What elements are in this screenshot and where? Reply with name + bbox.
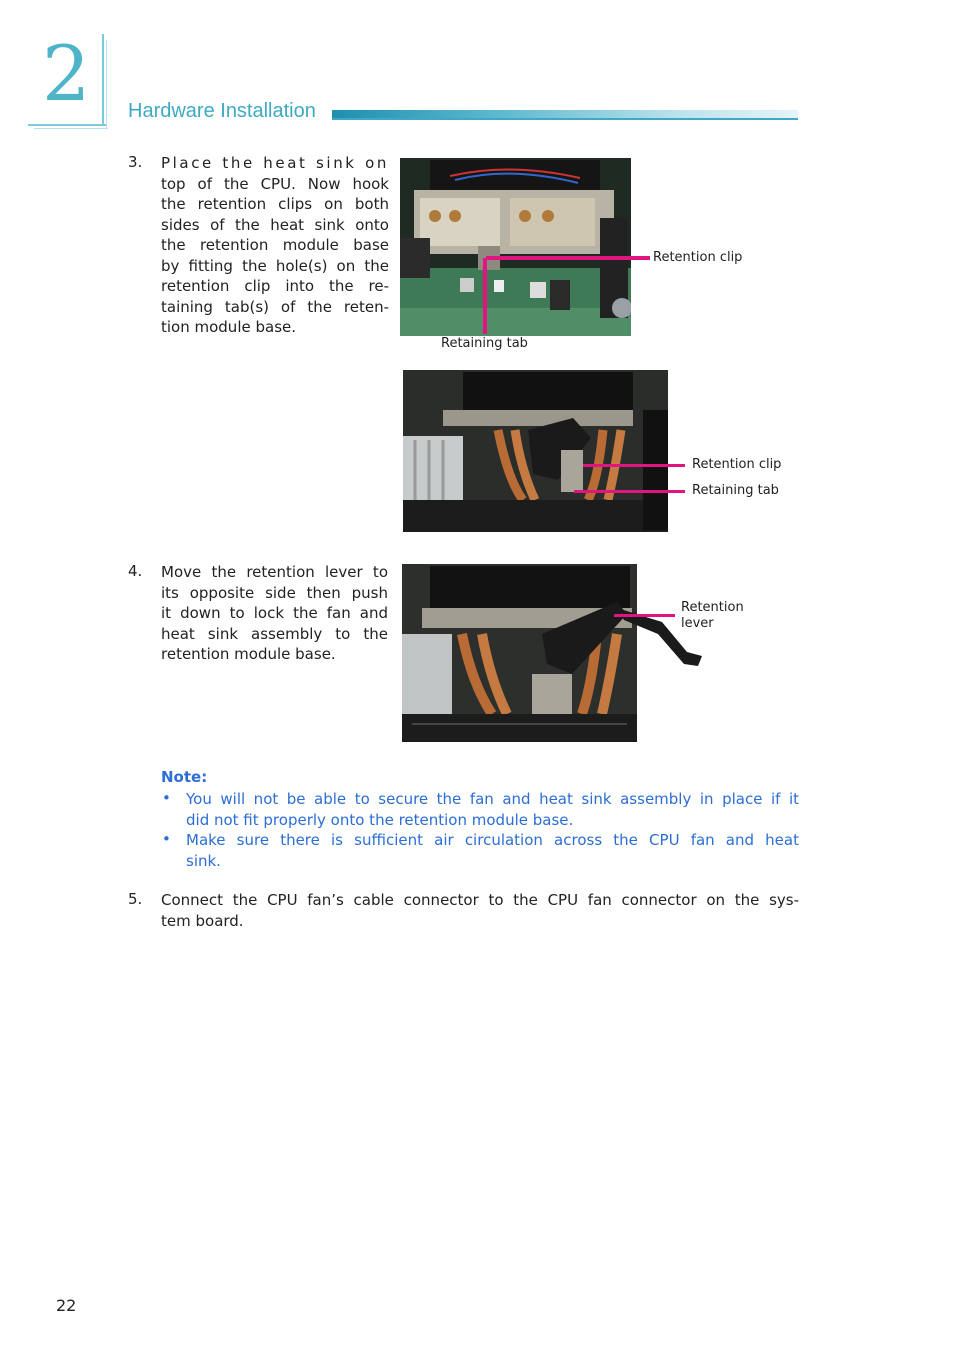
note-bullet: •: [162, 830, 171, 848]
section-title: Hardware Installation: [128, 100, 316, 122]
chapter-frame-line: [102, 34, 104, 126]
page-number: 22: [56, 1296, 77, 1315]
callout-line: [583, 464, 685, 467]
step-number: 3.: [128, 153, 143, 171]
step-line: heat sink assembly to the: [161, 624, 388, 643]
callout-line: [483, 258, 487, 334]
label-line: lever: [681, 616, 714, 631]
heatsink-photo-3: [402, 564, 707, 742]
step-line: the retention module base: [161, 236, 389, 254]
step-line: Move the retention lever to: [161, 563, 388, 581]
step-line: the retention clips on both: [161, 195, 389, 213]
step-line: top of the CPU. Now hook: [161, 174, 389, 193]
note-bullet: •: [162, 789, 171, 807]
retention-clip-label: Retention clip: [692, 457, 782, 472]
note-item-2: [186, 830, 799, 871]
header-bar-rule: [332, 118, 798, 120]
step-line: tion module base.: [161, 318, 297, 336]
retaining-tab-label: Retaining tab: [441, 336, 528, 351]
callout-line: [486, 256, 650, 260]
step-4-text: [161, 562, 388, 665]
note-item-1: [186, 789, 799, 830]
step-line: by fitting the hole(s) on the: [161, 256, 389, 275]
chapter-number: 2: [42, 29, 91, 118]
chapter-frame-line: [106, 40, 107, 128]
note-title: Note:: [161, 768, 208, 786]
callout-line: [574, 490, 685, 493]
step-line: retention clip into the re-: [161, 277, 389, 295]
label-line: Retention: [681, 600, 744, 615]
step-number: 4.: [128, 562, 143, 580]
note-line: sink.: [186, 851, 221, 870]
heatsink-photo-1: [400, 158, 631, 336]
chapter-frame-line: [34, 128, 108, 129]
step-line: its opposite side then push: [161, 583, 388, 602]
chapter-frame-line: [28, 124, 106, 126]
step-line: sides of the heat sink onto: [161, 215, 389, 234]
step-3-text: [161, 153, 389, 338]
callout-line: [614, 614, 675, 617]
retention-lever-label: [681, 600, 744, 632]
step-number: 5.: [128, 890, 143, 908]
step-line: retention module base.: [161, 645, 336, 663]
heatsink-photo-2: [403, 370, 668, 532]
step-5-text: [161, 890, 799, 931]
note-line: did not fit properly onto the retention module base.: [186, 810, 574, 829]
step-line: it down to lock the fan and: [161, 604, 388, 622]
note-line: You will not be able to secure the fan and heat sink assembly in place if it: [186, 790, 799, 808]
step-line: tem board.: [161, 911, 244, 930]
note-line: Make sure there is sufficient air circulation across the CPU fan and heat: [186, 831, 799, 849]
retaining-tab-label: Retaining tab: [692, 483, 779, 498]
retention-clip-label: Retention clip: [653, 250, 743, 265]
step-line: Place the heat sink on: [161, 154, 389, 172]
step-line: taining tab(s) of the reten-: [161, 297, 389, 316]
step-line: Connect the CPU fan’s cable connector to the CPU fan connector on the sys-: [161, 891, 799, 909]
